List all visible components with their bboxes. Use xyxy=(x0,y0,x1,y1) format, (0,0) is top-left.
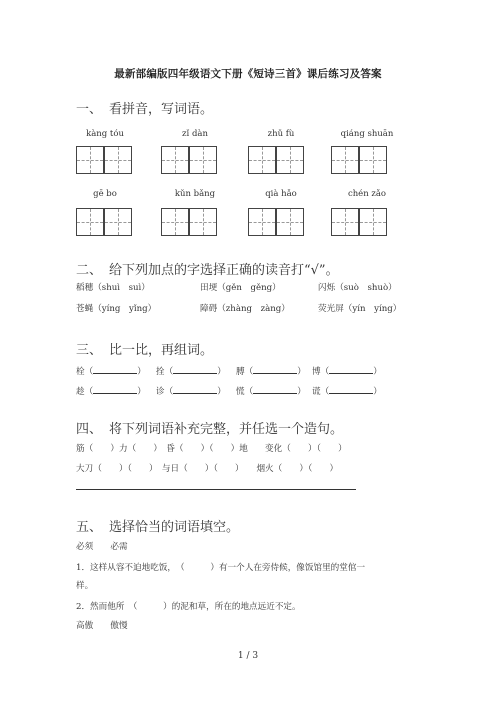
pronunciation-item[interactable]: 荧光屏（yín yíng） xyxy=(318,304,402,314)
writing-box[interactable] xyxy=(359,208,387,236)
pronunciation-item[interactable]: 闪烁（suò shuò） xyxy=(318,283,397,293)
writing-box[interactable] xyxy=(276,208,304,236)
writing-box[interactable] xyxy=(189,208,217,236)
paren-close: ） xyxy=(137,387,146,397)
compare-char: 诊（ xyxy=(156,387,174,397)
answer-blank[interactable] xyxy=(173,365,217,374)
question-1-text-cont: 样。 xyxy=(76,581,94,591)
answer-blank[interactable] xyxy=(173,385,217,394)
paren-close: ） xyxy=(217,367,226,377)
pinyin-label: chén zǎo xyxy=(347,189,387,199)
document-title: 最新部编版四年级语文下册《短诗三首》课后练习及答案 xyxy=(114,68,382,80)
writing-box[interactable] xyxy=(276,146,304,174)
writing-box[interactable] xyxy=(248,208,276,236)
writing-box[interactable] xyxy=(104,146,132,174)
compare-char: 谎（ xyxy=(312,387,330,397)
answer-blank[interactable] xyxy=(253,365,297,374)
compare-char: 博（ xyxy=(312,367,330,377)
section-5-number: 五、 xyxy=(76,520,103,535)
section-1-heading xyxy=(76,98,213,117)
page-number: 1 / 3 xyxy=(237,651,259,661)
section-3-title: 比一比，再组词。 xyxy=(109,343,214,358)
section-2-title: 给下列加点的字选择正确的读音打“√”。 xyxy=(109,263,339,278)
writing-box[interactable] xyxy=(359,146,387,174)
idiom-line-1[interactable]: 筋（ ）力（ ） 昏（ ）（ ）地 变化（ ）（ ） xyxy=(76,444,347,454)
section-4-heading xyxy=(76,418,343,437)
pinyin-label: gē bo xyxy=(93,189,117,199)
pronunciation-item[interactable]: 苍蝇（yíng yǐng） xyxy=(76,304,157,314)
pronunciation-item[interactable]: 障碍（zhàng zàng） xyxy=(200,304,290,314)
sentence-answer-line[interactable] xyxy=(76,489,356,490)
section-5-heading xyxy=(76,516,239,535)
section-1-number: 一、 xyxy=(76,102,103,117)
word-options-2: 高傲 傲慢 xyxy=(76,621,128,631)
pinyin-label: zhǔ fù xyxy=(267,129,295,139)
answer-blank[interactable] xyxy=(93,385,137,394)
answer-blank[interactable] xyxy=(253,385,297,394)
section-2-heading xyxy=(76,259,339,278)
pinyin-label: zǐ dàn xyxy=(182,129,208,139)
writing-box[interactable] xyxy=(76,208,104,236)
compare-char: 栓（ xyxy=(76,367,94,377)
writing-box[interactable] xyxy=(189,146,217,174)
compare-char: 拴（ xyxy=(156,367,174,377)
pronunciation-item[interactable]: 田埂（gěn gěng） xyxy=(200,283,281,293)
pinyin-label: qià hǎo xyxy=(265,189,297,199)
section-2-number: 二、 xyxy=(76,263,103,278)
writing-box[interactable] xyxy=(331,208,359,236)
pinyin-label: kǔn bǎng xyxy=(174,189,216,199)
section-4-number: 四、 xyxy=(76,422,103,437)
section-4-title: 将下列词语补充完整，并任选一个造句。 xyxy=(109,422,344,437)
pronunciation-item[interactable]: 稻穗（shuì suì） xyxy=(76,283,150,293)
writing-box[interactable] xyxy=(76,146,104,174)
pinyin-label: qiáng shuān xyxy=(340,129,394,139)
section-3-heading xyxy=(76,339,213,358)
answer-blank[interactable] xyxy=(93,365,137,374)
paren-close: ） xyxy=(297,367,306,377)
idiom-line-2[interactable]: 大刀（ ）（ ） 与日（ ）（ ） 烟火（ ）（ ） xyxy=(76,464,339,474)
answer-blank[interactable] xyxy=(329,365,373,374)
section-3-number: 三、 xyxy=(76,343,103,358)
section-1-title: 看拼音，写词语。 xyxy=(109,102,214,117)
writing-box[interactable] xyxy=(331,146,359,174)
word-options-1: 必须 必需 xyxy=(76,542,128,552)
section-5-title: 选择恰当的词语填空。 xyxy=(109,520,240,535)
writing-box[interactable] xyxy=(161,208,189,236)
question-1-text[interactable]: 1．这样从容不迫地吃饭， （ ）有一个人在旁侍候，像饭馆里的堂倌一 xyxy=(76,563,366,573)
answer-blank[interactable] xyxy=(329,385,373,394)
compare-char: 趁（ xyxy=(76,387,94,397)
paren-close: ） xyxy=(373,367,382,377)
compare-char: 慌（ xyxy=(236,387,254,397)
pinyin-label: kàng tóu xyxy=(86,129,124,139)
writing-box[interactable] xyxy=(104,208,132,236)
paren-close: ） xyxy=(297,387,306,397)
compare-char: 膊（ xyxy=(236,367,254,377)
writing-box[interactable] xyxy=(248,146,276,174)
paren-close: ） xyxy=(217,387,226,397)
paren-close: ） xyxy=(137,367,146,377)
writing-box[interactable] xyxy=(161,146,189,174)
question-2-text[interactable]: 2．然而他所 （ ）的泥和草，所在的地点远近不定。 xyxy=(76,602,301,612)
paren-close: ） xyxy=(373,387,382,397)
